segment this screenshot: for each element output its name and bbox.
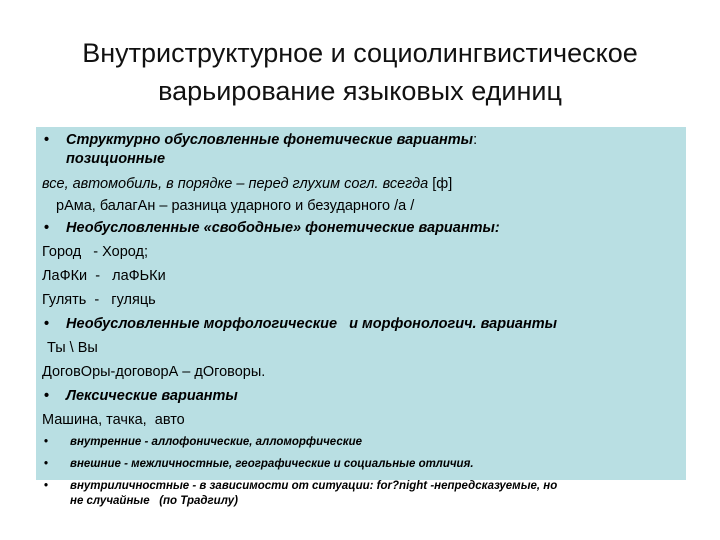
- sub-bullet-continuation: [42, 494, 678, 509]
- example-text: Ты \ Вы: [47, 340, 98, 356]
- example-text: Город - Хород;: [42, 244, 149, 260]
- example-line: [42, 197, 678, 216]
- example-text: Гулять - гуляць: [42, 292, 156, 308]
- slide-title: [40, 34, 680, 110]
- sub-bullet-internal: [42, 435, 678, 450]
- bullet-colon: :: [473, 132, 478, 148]
- bullet-morphological-variants: [42, 315, 678, 334]
- example-line: [42, 267, 678, 286]
- bullet-lexical-variants: [42, 387, 678, 406]
- example-text: ДоговОры-договорА – дОговоры.: [42, 364, 266, 380]
- bullet-text: позиционные: [66, 151, 166, 167]
- example-line: [42, 243, 678, 262]
- example-line: [42, 291, 678, 310]
- bullet-continuation: [42, 150, 678, 169]
- example-text: Машина, тачка, авто: [42, 412, 185, 428]
- bullet-marker: •: [44, 316, 50, 332]
- sub-bullet-text: внутренние - аллофонические, алломорфические: [70, 436, 362, 448]
- title-line-1: Внутриструктурное и социолингвистическое: [82, 38, 638, 68]
- sub-bullet-marker: •: [44, 436, 49, 448]
- bullet-marker: •: [44, 220, 50, 236]
- example-line: [42, 175, 678, 194]
- sub-bullet-external: [42, 457, 678, 472]
- sub-bullet-text: внутриличностные - в зависимости от ситуации: for?night -непредсказуемые, но: [70, 480, 558, 492]
- content-list: [42, 131, 678, 509]
- sub-bullet-text: не случайные (по Традгилу): [70, 495, 238, 507]
- sub-bullet-marker: •: [44, 458, 49, 470]
- example-phoneme: [ф]: [432, 176, 453, 192]
- example-text: рАма, балагАн – разница ударного и безударного /а /: [56, 198, 415, 214]
- bullet-free-phonetic-variants: [42, 219, 678, 238]
- example-line: [42, 339, 678, 358]
- title-line-2: варьирование языковых единиц: [158, 76, 562, 106]
- example-text: ЛаФКи - лаФЬКи: [42, 268, 166, 284]
- bullet-text: Структурно обусловленные фонетические варианты: [66, 132, 474, 148]
- bullet-marker: •: [44, 132, 50, 148]
- example-text: все, автомобиль, в порядке – перед глухим согл. всегда: [42, 176, 429, 192]
- bullet-text: Лексические варианты: [66, 388, 238, 404]
- bullet-text: Необусловленные морфологические и морфонологич. варианты: [66, 316, 558, 332]
- example-line: [42, 411, 678, 430]
- example-line: [42, 363, 678, 382]
- sub-bullet-text: внешние - межличностные, географические и социальные отличия.: [70, 458, 474, 470]
- sub-bullet-intrapersonal: [42, 479, 678, 494]
- sub-bullet-marker: •: [44, 480, 49, 492]
- bullet-structural-variants: [42, 131, 678, 150]
- content-box: [36, 127, 686, 507]
- bullet-marker: •: [44, 388, 50, 404]
- bullet-text: Необусловленные «свободные» фонетические варианты:: [66, 220, 500, 236]
